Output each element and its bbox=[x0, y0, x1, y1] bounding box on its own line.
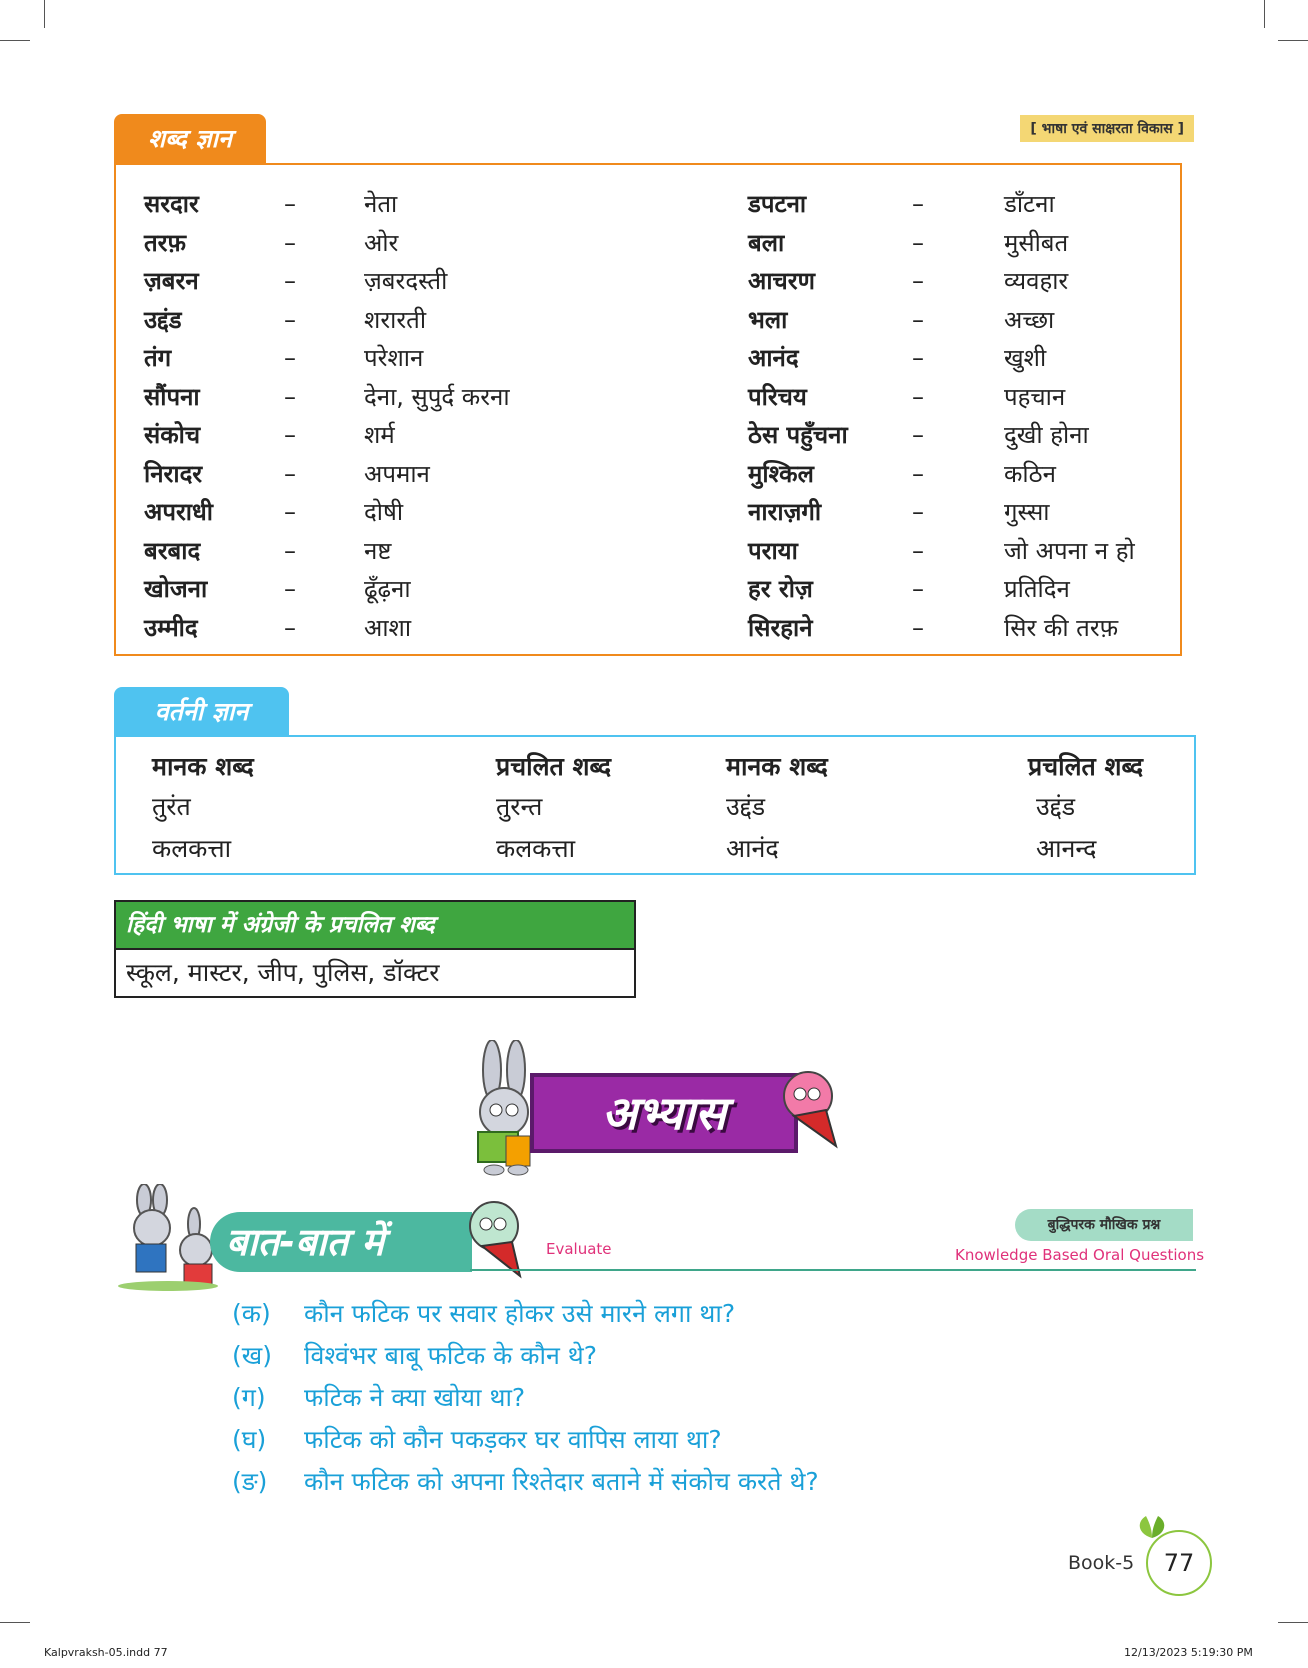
dash-separator: – bbox=[912, 498, 924, 526]
question-text: विश्वंभर बाबू फटिक के कौन थे? bbox=[304, 1341, 598, 1370]
vocab-meaning: दोषी bbox=[364, 498, 404, 526]
question-number: (क) bbox=[232, 1299, 271, 1328]
word-meaning-row bbox=[116, 339, 1180, 377]
word-meaning-row bbox=[116, 493, 1180, 531]
dash-separator: – bbox=[912, 305, 924, 334]
vartani-gyan-title: वर्तनी ज्ञान bbox=[114, 687, 289, 736]
vocab-word: संकोच bbox=[144, 421, 201, 449]
vocab-meaning: ढूँढ़ना bbox=[364, 575, 411, 603]
dash-separator: – bbox=[284, 613, 296, 642]
vocab-word: हर रोज़ bbox=[748, 575, 813, 603]
crop-mark bbox=[1264, 0, 1265, 28]
word-meaning-row bbox=[116, 532, 1180, 570]
vocab-word: ठेस पहुँचना bbox=[748, 421, 848, 449]
vocab-word: खोजना bbox=[144, 575, 208, 603]
word-meaning-row bbox=[116, 416, 1180, 454]
oral-questions-label: Knowledge Based Oral Questions bbox=[955, 1246, 1205, 1264]
vocab-word: भला bbox=[748, 305, 788, 334]
vocab-meaning: सिर की तरफ़ bbox=[1004, 613, 1119, 642]
dash-separator: – bbox=[912, 613, 924, 642]
question-item bbox=[232, 1296, 735, 1330]
dash-separator: – bbox=[912, 228, 924, 257]
vocab-word: सरदार bbox=[144, 190, 199, 218]
vocab-word: उम्मीद bbox=[144, 613, 198, 642]
vocab-word: नाराज़गी bbox=[748, 498, 822, 526]
dash-separator: – bbox=[912, 459, 924, 488]
vocab-word: अपराधी bbox=[144, 498, 213, 526]
column-header: प्रचलित शब्द bbox=[1028, 752, 1144, 781]
english-words-title: हिंदी भाषा में अंग्रेजी के प्रचलित शब्द bbox=[114, 900, 636, 948]
book-label: Book-5 bbox=[1068, 1552, 1135, 1574]
dash-separator: – bbox=[284, 228, 296, 257]
dash-separator: – bbox=[912, 421, 924, 449]
dash-separator: – bbox=[284, 421, 296, 449]
crop-mark bbox=[0, 1622, 30, 1623]
vocab-meaning: जो अपना न हो bbox=[1004, 536, 1135, 565]
section-tag: [ भाषा एवं साक्षरता विकास ] bbox=[1020, 115, 1194, 142]
word-meaning-row bbox=[116, 262, 1180, 300]
vocab-meaning: पहचान bbox=[1004, 382, 1066, 411]
vocab-word: ज़बरन bbox=[144, 267, 199, 295]
oral-questions-tag: बुद्धिपरक मौखिक प्रश्न bbox=[1015, 1209, 1193, 1241]
dash-separator: – bbox=[912, 267, 924, 295]
question-number: (ग) bbox=[232, 1383, 266, 1412]
vocab-meaning: नेता bbox=[364, 190, 398, 218]
vocab-meaning: खुशी bbox=[1004, 344, 1047, 372]
print-timestamp: 12/13/2023 5:19:30 PM bbox=[1124, 1646, 1253, 1659]
word-meaning-row bbox=[116, 570, 1180, 608]
question-text: फटिक ने क्या खोया था? bbox=[304, 1383, 526, 1412]
vocab-meaning: प्रतिदिन bbox=[1004, 575, 1070, 603]
vocab-meaning: गुस्सा bbox=[1004, 498, 1050, 526]
column-header: प्रचलित शब्द bbox=[496, 752, 612, 781]
question-text: फटिक को कौन पकड़कर घर वापिस लाया था? bbox=[304, 1425, 722, 1454]
question-number: (ख) bbox=[232, 1341, 272, 1370]
dash-separator: – bbox=[284, 459, 296, 488]
dash-separator: – bbox=[284, 536, 296, 565]
pencil-mascot-icon bbox=[780, 1066, 850, 1156]
question-item bbox=[232, 1422, 722, 1456]
vocab-meaning: अपमान bbox=[364, 459, 430, 488]
dash-separator: – bbox=[912, 536, 924, 565]
vocab-word: तरफ़ bbox=[144, 228, 186, 257]
question-text: कौन फटिक को अपना रिश्तेदार बताने में संकोच करते थे? bbox=[304, 1467, 819, 1496]
english-words-list: स्कूल, मास्टर, जीप, पुलिस, डॉक्टर bbox=[114, 948, 636, 998]
dash-separator: – bbox=[284, 190, 296, 218]
crop-mark bbox=[1278, 1622, 1308, 1623]
table-cell: आनन्द bbox=[1036, 834, 1097, 863]
vocab-word: बला bbox=[748, 228, 785, 257]
vocab-meaning: शरारती bbox=[364, 305, 427, 334]
vocab-word: उद्दंड bbox=[144, 305, 182, 334]
section-divider bbox=[470, 1269, 1196, 1271]
table-cell: कलकत्ता bbox=[496, 834, 576, 863]
word-meaning-row bbox=[116, 455, 1180, 493]
vocab-meaning: देना, सुपुर्द करना bbox=[364, 382, 510, 411]
dash-separator: – bbox=[284, 382, 296, 411]
question-item bbox=[232, 1464, 819, 1498]
vocab-meaning: मुसीबत bbox=[1004, 228, 1069, 257]
word-meaning-row bbox=[116, 609, 1180, 647]
file-info: Kalpvraksh-05.indd 77 bbox=[44, 1646, 168, 1659]
question-item bbox=[232, 1338, 597, 1372]
crop-mark bbox=[0, 40, 30, 41]
vocab-meaning: अच्छा bbox=[1004, 305, 1055, 334]
page-number: 77 bbox=[1146, 1530, 1212, 1596]
vartani-gyan-box bbox=[114, 735, 1196, 875]
vocab-word: बरबाद bbox=[144, 536, 201, 565]
table-cell: उद्दंड bbox=[1036, 792, 1076, 821]
baat-baat-banner: बात-बात में bbox=[210, 1212, 472, 1272]
question-item bbox=[232, 1380, 525, 1414]
vocab-word: परिचय bbox=[748, 382, 807, 411]
vocab-word: डपटना bbox=[748, 190, 807, 218]
dash-separator: – bbox=[284, 498, 296, 526]
crop-mark bbox=[1278, 40, 1308, 41]
question-text: कौन फटिक पर सवार होकर उसे मारने लगा था? bbox=[304, 1299, 736, 1328]
vocab-meaning: डाँटना bbox=[1004, 190, 1055, 218]
dash-separator: – bbox=[284, 575, 296, 603]
vocab-word: निरादर bbox=[144, 459, 203, 488]
evaluate-label: Evaluate bbox=[546, 1240, 612, 1258]
shabd-gyan-box bbox=[114, 163, 1182, 656]
dash-separator: – bbox=[284, 305, 296, 334]
crop-mark bbox=[44, 0, 45, 28]
vocab-meaning: कठिन bbox=[1004, 459, 1056, 488]
vocab-word: मुश्किल bbox=[748, 459, 814, 488]
vocab-meaning: दुखी होना bbox=[1004, 421, 1089, 449]
shabd-gyan-title: शब्द ज्ञान bbox=[114, 114, 266, 164]
vocab-word: आचरण bbox=[748, 267, 815, 295]
word-meaning-row bbox=[116, 224, 1180, 262]
dash-separator: – bbox=[912, 575, 924, 603]
vocab-meaning: ओर bbox=[364, 228, 399, 257]
column-header: मानक शब्द bbox=[152, 752, 254, 781]
vocab-meaning: शर्म bbox=[364, 421, 395, 449]
dash-separator: – bbox=[284, 267, 296, 295]
dash-separator: – bbox=[912, 190, 924, 218]
vocab-word: तंग bbox=[144, 344, 172, 372]
abhyas-banner: अभ्यास bbox=[530, 1073, 798, 1153]
dash-separator: – bbox=[912, 344, 924, 372]
table-cell: तुरंत bbox=[152, 792, 191, 821]
vocab-meaning: नष्ट bbox=[364, 536, 392, 565]
vocab-meaning: आशा bbox=[364, 613, 412, 642]
column-header: मानक शब्द bbox=[726, 752, 828, 781]
question-number: (ङ) bbox=[232, 1467, 268, 1496]
vocab-meaning: ज़बरदस्ती bbox=[364, 267, 448, 295]
table-cell: आनंद bbox=[726, 834, 779, 863]
vocab-word: सिरहाने bbox=[748, 613, 813, 642]
question-number: (घ) bbox=[232, 1425, 267, 1454]
dash-separator: – bbox=[912, 382, 924, 411]
dash-separator: – bbox=[284, 344, 296, 372]
vocab-meaning: परेशान bbox=[364, 344, 424, 372]
vocab-meaning: व्यवहार bbox=[1004, 267, 1069, 295]
vocab-word: सौंपना bbox=[144, 382, 200, 411]
vocab-word: आनंद bbox=[748, 344, 799, 372]
word-meaning-row bbox=[116, 378, 1180, 416]
table-cell: उद्दंड bbox=[726, 792, 766, 821]
vocab-word: पराया bbox=[748, 536, 798, 565]
table-cell: कलकत्ता bbox=[152, 834, 232, 863]
word-meaning-row bbox=[116, 185, 1180, 223]
word-meaning-row bbox=[116, 301, 1180, 339]
table-cell: तुरन्त bbox=[496, 792, 543, 821]
